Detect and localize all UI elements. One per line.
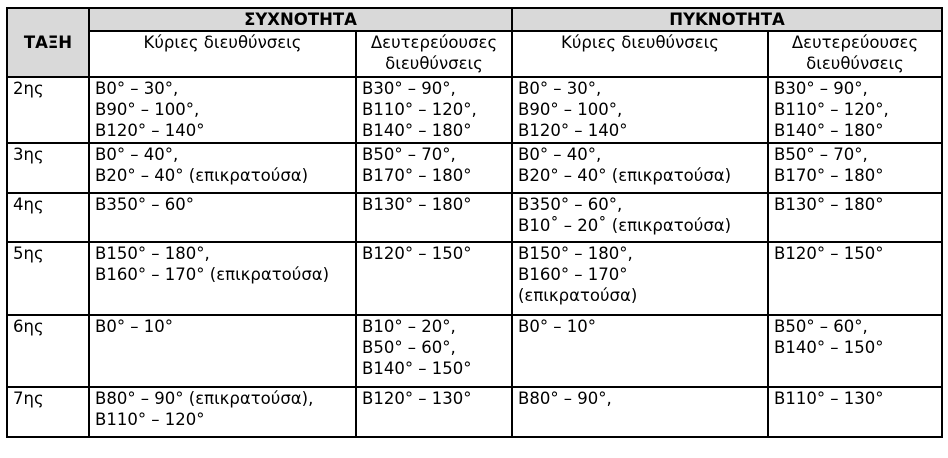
direction-range: Β140° – 150° [774, 338, 884, 357]
direction-range: Β20° – 40° (επικρατούσα) [518, 166, 732, 185]
direction-range: Β150° – 180°, [95, 244, 210, 263]
freq-secondary-cell [356, 193, 512, 242]
dens-secondary-header [768, 31, 942, 77]
taxi-cell: 2ης [7, 77, 89, 143]
direction-range: Β30° – 90°, [362, 79, 456, 98]
freq-main-cell [89, 315, 356, 387]
direction-range: Β130° – 180° [362, 195, 472, 214]
direction-range: Β170° – 180° [362, 166, 472, 185]
taxi-cell: 4ης [7, 193, 89, 242]
direction-range: Β350° – 60° [95, 195, 195, 214]
dens-secondary-cell [768, 77, 942, 143]
direction-range: Β0° – 10° [518, 317, 597, 336]
direction-range: Β50° – 70°, [362, 145, 456, 164]
secondary-header-line2: διευθύνσεις [385, 54, 483, 73]
direction-range: Β120° – 150° [362, 244, 472, 263]
freq-main-cell [89, 193, 356, 242]
direction-range: Β50° – 60°, [362, 338, 456, 357]
direction-range: Β140° – 180° [362, 121, 472, 140]
freq-secondary-cell [356, 387, 512, 437]
direction-range: Β130° – 180° [774, 195, 884, 214]
direction-range: Β10° – 20°, [362, 317, 456, 336]
table-row [7, 242, 942, 315]
freq-secondary-cell [356, 143, 512, 193]
direction-range: Β0° – 40°, [95, 145, 179, 164]
dens-main-cell [512, 193, 768, 242]
freq-secondary-header [356, 31, 512, 77]
table-row [7, 387, 942, 437]
freq-main-cell [89, 143, 356, 193]
direction-range: Β120° – 150° [774, 244, 884, 263]
taxi-header: ΤΑΞΗ [7, 8, 89, 77]
direction-range: Β120° – 140° [518, 121, 628, 140]
dens-secondary-cell [768, 242, 942, 315]
freq-secondary-cell [356, 242, 512, 315]
direction-range: Β30° – 90°, [774, 79, 868, 98]
header-row-groups [7, 8, 942, 31]
dens-main-cell [512, 315, 768, 387]
direction-range: Β50° – 70°, [774, 145, 868, 164]
taxi-cell: 7ης [7, 387, 89, 437]
direction-range: Β150° – 180°, [518, 244, 633, 263]
freq-secondary-cell [356, 77, 512, 143]
dens-main-header: Κύριες διευθύνσεις [512, 31, 768, 77]
direction-range: Β110° – 120°, [362, 100, 477, 119]
direction-range: Β110° – 120°, [774, 100, 889, 119]
density-header: ΠΥΚΝΟΤΗΤΑ [512, 8, 942, 31]
freq-main-cell [89, 77, 356, 143]
dens-secondary-cell [768, 143, 942, 193]
freq-main-cell [89, 242, 356, 315]
dens-main-cell [512, 77, 768, 143]
direction-range: Β90° – 100°, [95, 100, 200, 119]
direction-range: Β120° – 130° [362, 389, 472, 408]
dens-main-cell [512, 143, 768, 193]
direction-range: Β0° – 30°, [518, 79, 602, 98]
direction-range: Β90° – 100°, [518, 100, 623, 119]
table-row [7, 77, 942, 143]
direction-range: Β160° – 170° [518, 265, 628, 284]
table-row [7, 143, 942, 193]
taxi-cell: 5ης [7, 242, 89, 315]
dens-secondary-cell [768, 387, 942, 437]
direction-range: Β0° – 30°, [95, 79, 179, 98]
dens-secondary-cell [768, 193, 942, 242]
direction-range: Β110° – 130° [774, 389, 884, 408]
direction-range: Β140° – 180° [774, 121, 884, 140]
taxi-cell: 6ης [7, 315, 89, 387]
direction-range: Β110° – 120° [95, 410, 205, 429]
direction-range: Β0° – 10° [95, 317, 174, 336]
taxi-cell: 3ης [7, 143, 89, 193]
header-row-sub [7, 31, 942, 77]
directions-table [6, 7, 943, 438]
table-body [7, 77, 942, 437]
freq-main-cell [89, 387, 356, 437]
direction-range: Β0° – 40°, [518, 145, 602, 164]
direction-range: Β10˚ – 20˚ (επικρατούσα) [518, 216, 732, 235]
dens-main-cell [512, 387, 768, 437]
dens-secondary-cell [768, 315, 942, 387]
secondary-header-line1: Δευτερεύουσες [370, 33, 498, 52]
secondary-header-line2: διευθύνσεις [806, 54, 904, 73]
direction-range: (επικρατούσα) [518, 286, 638, 305]
freq-secondary-cell [356, 315, 512, 387]
freq-main-header: Κύριες διευθύνσεις [89, 31, 356, 77]
direction-range: Β350° – 60°, [518, 195, 623, 214]
direction-range: Β170° – 180° [774, 166, 884, 185]
secondary-header-line1: Δευτερεύουσες [791, 33, 919, 52]
table-row [7, 315, 942, 387]
dens-main-cell [512, 242, 768, 315]
direction-range: Β120° – 140° [95, 121, 205, 140]
direction-range: Β50° – 60°, [774, 317, 868, 336]
frequency-header: ΣΥΧΝΟΤΗΤΑ [89, 8, 512, 31]
direction-range: Β20° – 40° (επικρατούσα) [95, 166, 309, 185]
direction-range: Β140° – 150° [362, 359, 472, 378]
direction-range: Β80° – 90° (επικρατούσα), [95, 389, 314, 408]
table-row [7, 193, 942, 242]
direction-range: Β160° – 170° (επικρατούσα) [95, 265, 330, 284]
direction-range: Β80° – 90°, [518, 389, 612, 408]
